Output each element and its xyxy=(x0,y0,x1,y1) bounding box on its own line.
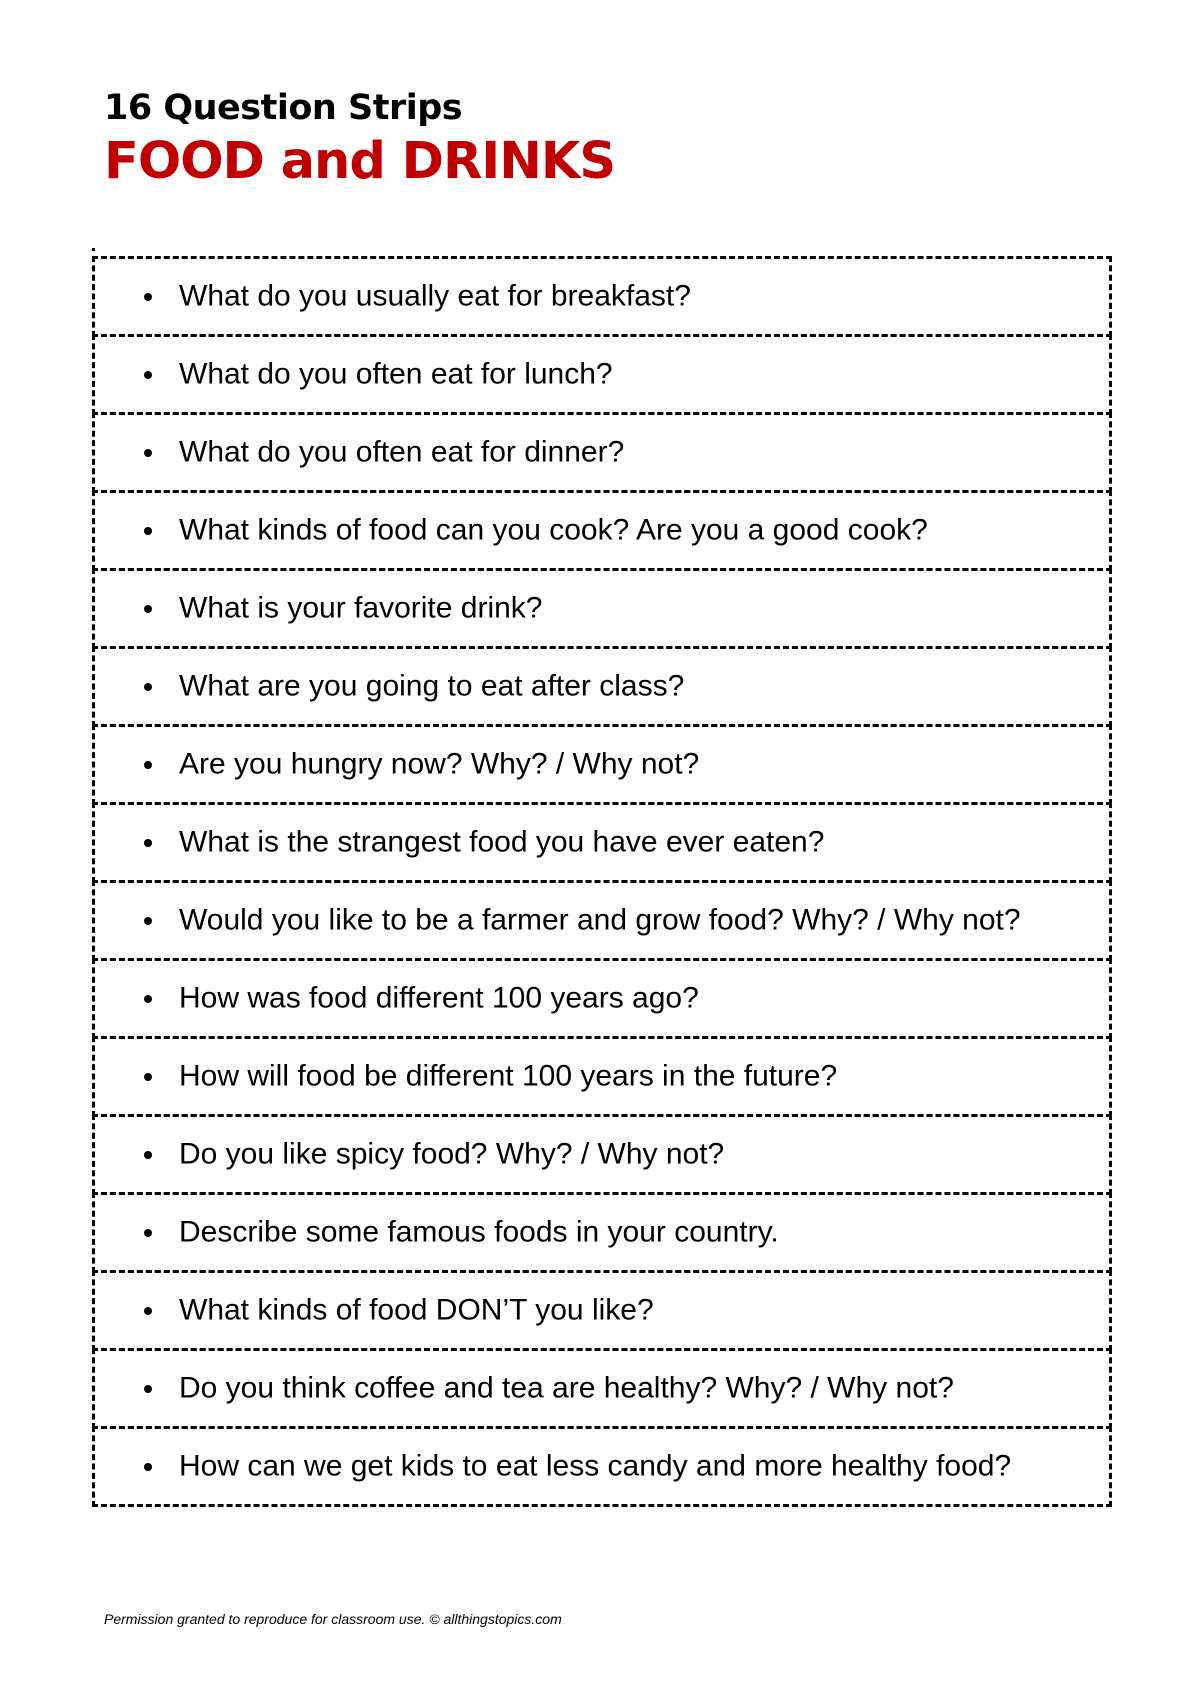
question-text: What do you usually eat for breakfast? xyxy=(179,278,691,312)
bullet-icon xyxy=(144,839,152,847)
question-strip xyxy=(92,256,1112,337)
question-text: What are you going to eat after class? xyxy=(179,668,685,702)
bullet-icon xyxy=(144,605,152,613)
question-text: What is your favorite drink? xyxy=(179,590,543,624)
bullet-icon xyxy=(144,293,152,301)
bullet-icon xyxy=(144,761,152,769)
question-text: What do you often eat for lunch? xyxy=(179,356,613,390)
question-strip xyxy=(92,724,1112,805)
bullet-icon xyxy=(144,371,152,379)
bullet-icon xyxy=(144,527,152,535)
bullet-icon xyxy=(144,1385,152,1393)
question-text: Describe some famous foods in your country. xyxy=(179,1214,779,1248)
question-strip xyxy=(92,1270,1112,1351)
question-text: What kinds of food can you cook? Are you a good cook? xyxy=(179,512,928,546)
question-text: What do you often eat for dinner? xyxy=(179,434,625,468)
question-text: How will food be different 100 years in the future? xyxy=(179,1058,838,1092)
question-strip xyxy=(92,1192,1112,1273)
bullet-icon xyxy=(144,1463,152,1471)
bullet-icon xyxy=(144,995,152,1003)
question-text: How was food different 100 years ago? xyxy=(179,980,699,1014)
bullet-icon xyxy=(144,683,152,691)
footer-permission: Permission granted to reproduce for classroom use. © allthingstopics.com xyxy=(104,1611,562,1627)
question-strip xyxy=(92,1036,1112,1117)
page-header xyxy=(104,88,615,192)
question-strip xyxy=(92,646,1112,727)
question-strip xyxy=(92,1348,1112,1429)
corner-mark xyxy=(92,248,95,251)
question-text: Do you think coffee and tea are healthy? Why? / Why not? xyxy=(179,1370,954,1404)
question-strip xyxy=(92,412,1112,493)
question-text: Would you like to be a farmer and grow food? Why? / Why not? xyxy=(179,902,1021,936)
question-strip xyxy=(92,880,1112,961)
question-text: How can we get kids to eat less candy and more healthy food? xyxy=(179,1448,1012,1482)
question-strip xyxy=(92,334,1112,415)
bullet-icon xyxy=(144,1151,152,1159)
question-text: Are you hungry now? Why? / Why not? xyxy=(179,746,700,780)
question-text: Do you like spicy food? Why? / Why not? xyxy=(179,1136,725,1170)
question-strip xyxy=(92,802,1112,883)
bullet-icon xyxy=(144,1073,152,1081)
question-strip xyxy=(92,958,1112,1039)
page-title: FOOD and DRINKS xyxy=(104,132,616,191)
question-strip xyxy=(92,490,1112,571)
question-strip xyxy=(92,1426,1112,1507)
question-text: What kinds of food DON’T you like? xyxy=(179,1292,654,1326)
question-strip xyxy=(92,568,1112,649)
page-subtitle: 16 Question Strips xyxy=(104,88,463,128)
question-strip xyxy=(92,1114,1112,1195)
bullet-icon xyxy=(144,449,152,457)
bullet-icon xyxy=(144,1307,152,1315)
question-strips-list xyxy=(92,256,1112,1507)
bullet-icon xyxy=(144,917,152,925)
bullet-icon xyxy=(144,1229,152,1237)
question-text: What is the strangest food you have ever eaten? xyxy=(179,824,825,858)
